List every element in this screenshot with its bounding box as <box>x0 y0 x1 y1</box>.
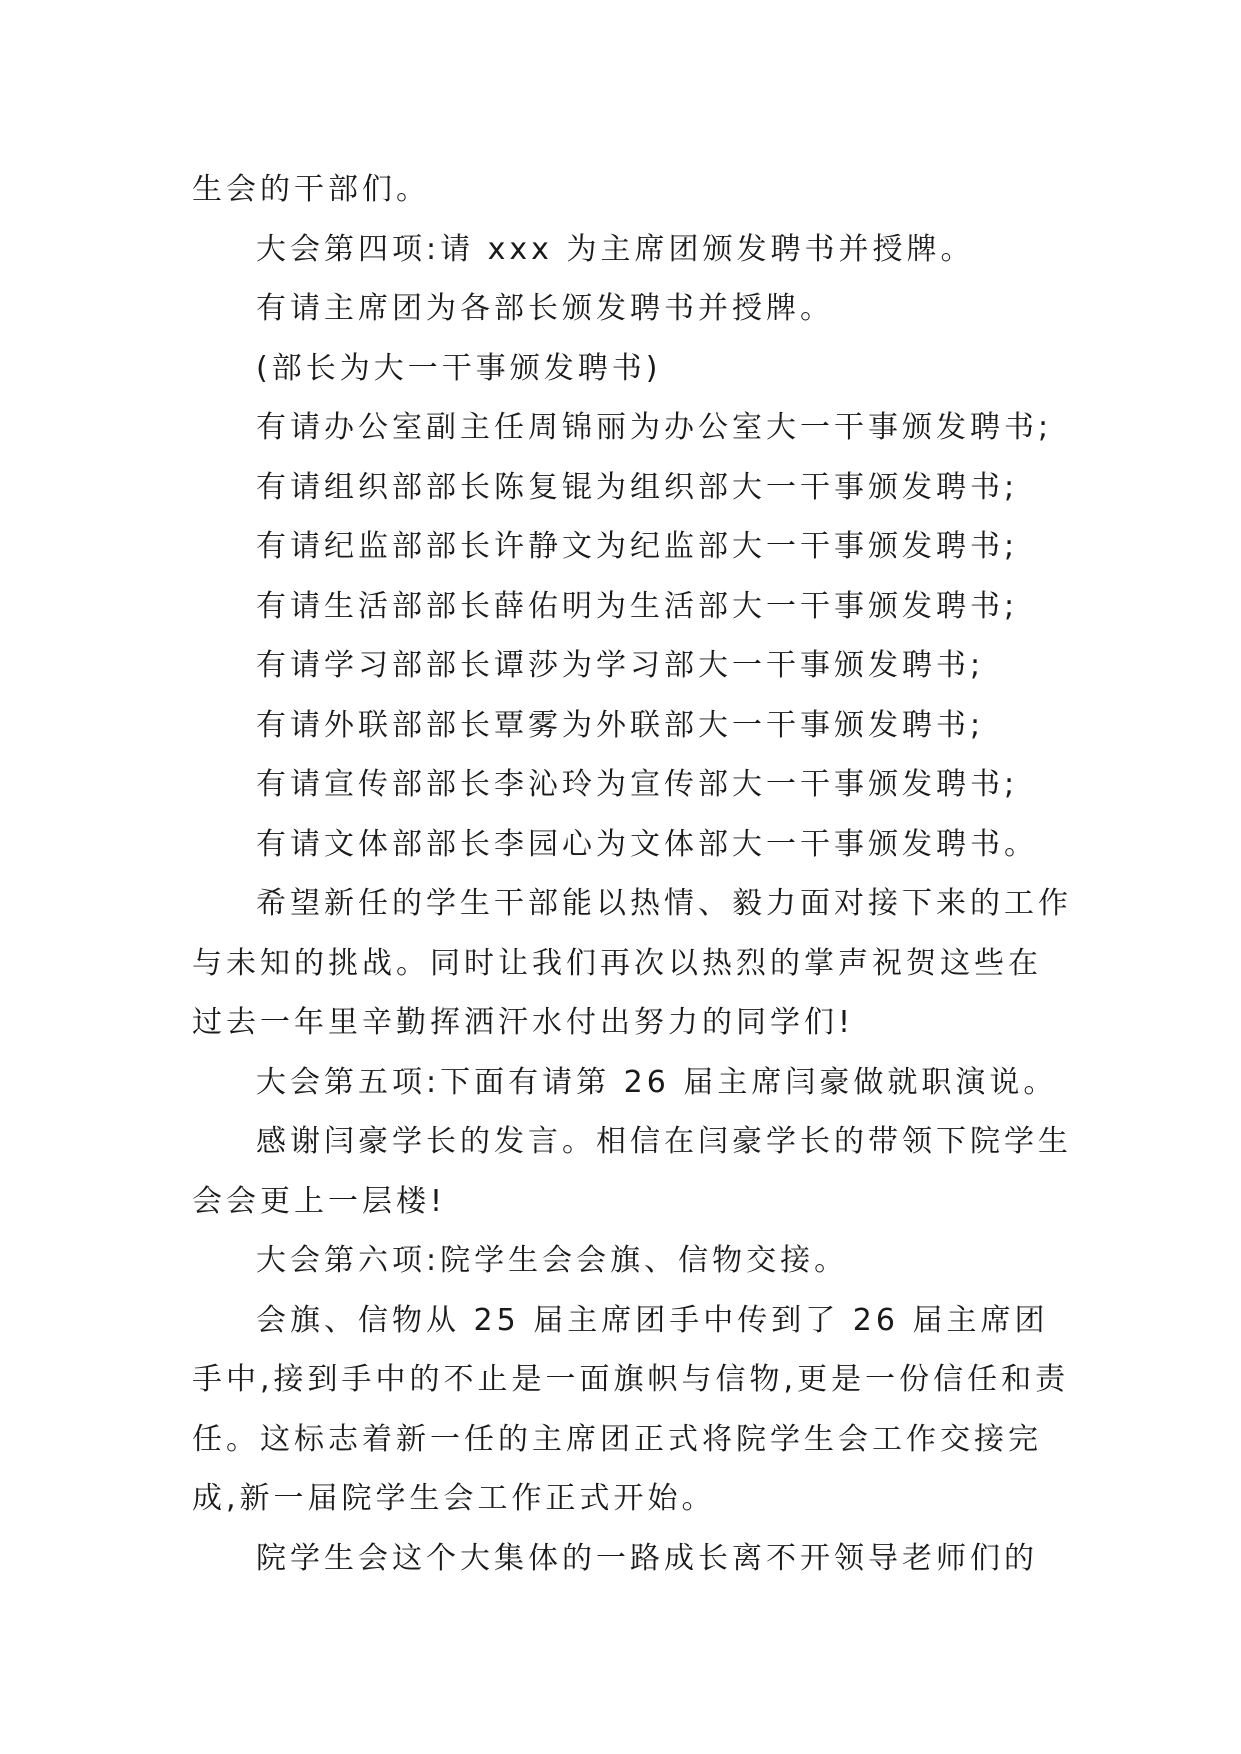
paragraph: 大会第五项:下面有请第 26 届主席闫豪做就职演说。 <box>256 1064 1058 1100</box>
paragraph: 有请宣传部部长李沁玲为宣传部大一干事颁发聘书; <box>256 767 1019 802</box>
paragraph: 有请学习部部长谭莎为学习部大一干事颁发聘书; <box>256 648 985 683</box>
paragraph: 有请生活部部长薛佑明为生活部大一干事颁发聘书; <box>256 588 1019 624</box>
paragraph: 有请办公室副主任周锦丽为办公室大一干事颁发聘书; <box>256 410 1053 445</box>
paragraph: 有请主席团为各部长颁发聘书并授牌。 <box>256 291 834 326</box>
paragraph: (部长为大一干事颁发聘书) <box>256 350 662 386</box>
paragraph: 有请外联部部长覃雾为外联部大一干事颁发聘书; <box>256 707 985 743</box>
paragraph: 生会的干部们。 <box>192 172 430 207</box>
paragraph: 有请文体部部长李园心为文体部大一干事颁发聘书。 <box>256 826 1038 862</box>
paragraph: 大会第四项:请 xxx 为主席团颁发聘书并授牌。 <box>256 231 975 267</box>
paragraph: 感谢闫豪学长的发言。相信在闫豪学长的带领下院学生会会更上一层楼! <box>192 1124 1072 1219</box>
paragraph: 有请组织部部长陈复锟为组织部大一干事颁发聘书; <box>256 469 1019 505</box>
paragraph: 会旗、信物从 25 届主席团手中传到了 26 届主席团手中,接到手中的不止是一面旗帜与信物,更是一份信任和责任。这标志着新一任的主席团正式将院学生会工作交接完成,新一届院学生会工作正式开始。 <box>192 1302 1070 1516</box>
paragraph: 有请纪监部部长许静文为纪监部大一干事颁发聘书; <box>256 529 1019 564</box>
paragraph: 大会第六项:院学生会会旗、信物交接。 <box>256 1243 849 1278</box>
paragraph: 院学生会这个大集体的一路成长离不开领导老师们的 <box>256 1540 1038 1576</box>
document-body <box>192 160 1072 1588</box>
paragraph: 希望新任的学生干部能以热情、毅力面对接下来的工作与未知的挑战。同时让我们再次以热烈的掌声祝贺这些在过去一年里辛勤挥洒汗水付出努力的同学们! <box>192 886 1072 1040</box>
